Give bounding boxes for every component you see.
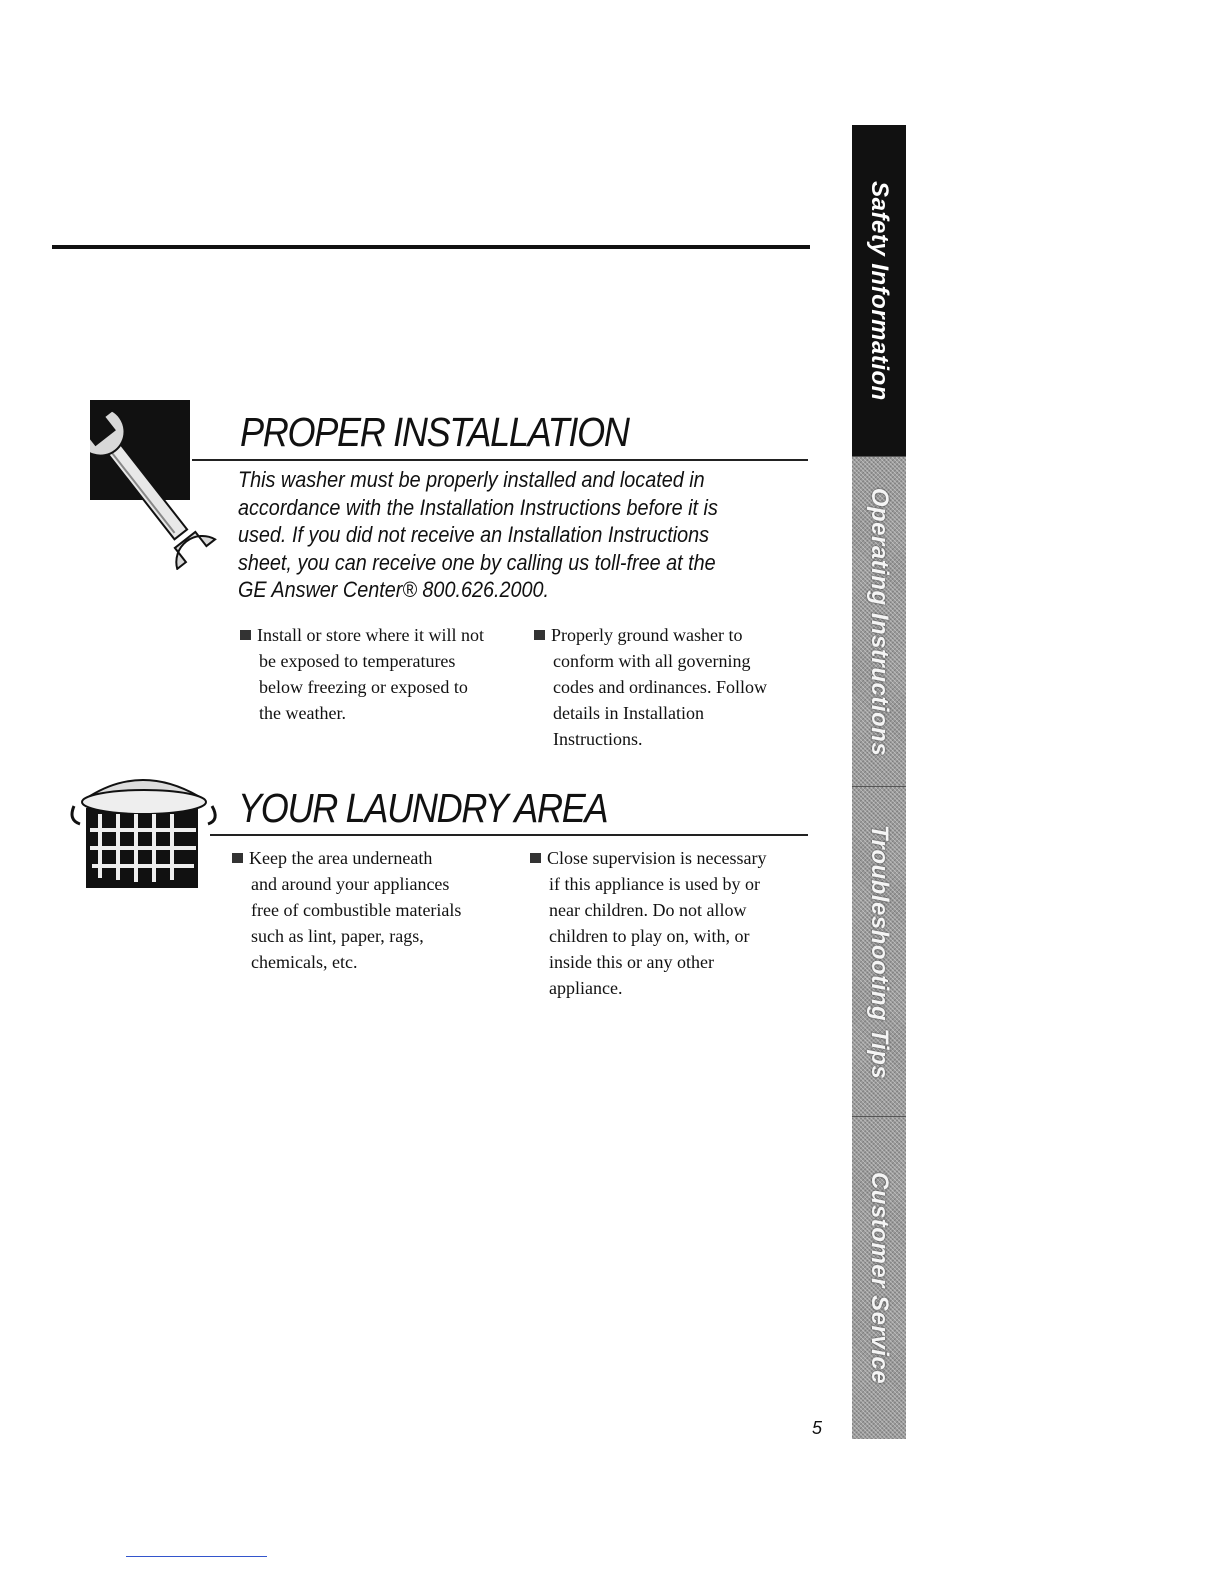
tab-troubleshooting-tips[interactable] xyxy=(852,786,906,1117)
bullet-line: appliance. xyxy=(549,978,623,998)
bullet-line: Keep the area underneath xyxy=(249,848,433,868)
bullet-line: the weather. xyxy=(259,703,346,723)
tab-safety-information[interactable] xyxy=(852,125,906,456)
bullet-line: conform with all governing xyxy=(553,651,751,671)
bullet-line: below freezing or exposed to xyxy=(259,677,468,697)
bullet-square-icon xyxy=(240,630,251,640)
bullet-line: Properly ground washer to xyxy=(551,625,743,645)
tab-label: Troubleshooting Tips xyxy=(866,824,894,1080)
bullet-square-icon xyxy=(530,853,541,863)
bullet-line: codes and ordinances. Follow xyxy=(553,677,767,697)
installation-bullet-1 xyxy=(240,622,520,726)
bullet-line: Close supervision is necessary xyxy=(547,848,767,868)
intro-line: GE Answer Center® 800.626.2000. xyxy=(238,577,550,602)
bullet-square-icon xyxy=(232,853,243,863)
bullet-line: inside this or any other xyxy=(549,952,714,972)
bullet-line: details in Installation xyxy=(553,703,704,723)
bullet-line: and around your appliances xyxy=(251,874,450,894)
tab-operating-instructions[interactable] xyxy=(852,456,906,787)
installation-bullet-2 xyxy=(534,622,814,752)
bullet-line: Instructions. xyxy=(553,729,643,749)
intro-line: used. If you did not receive an Installation Instructions xyxy=(238,522,710,547)
laundry-title: YOUR LAUNDRY AREA xyxy=(238,785,608,831)
bullet-square-icon xyxy=(534,630,545,640)
bullet-line: such as lint, paper, rags, xyxy=(251,926,424,946)
wrench-icon xyxy=(90,400,220,570)
bullet-line: near children. Do not allow xyxy=(549,900,747,920)
tab-label: Safety Information xyxy=(866,180,894,401)
laundry-basket-icon xyxy=(70,768,220,890)
installation-intro xyxy=(238,466,798,604)
installation-title: PROPER INSTALLATION xyxy=(240,409,629,455)
installation-rule xyxy=(192,459,808,461)
tab-customer-service[interactable] xyxy=(852,1116,906,1439)
laundry-bullet-1 xyxy=(232,845,512,975)
intro-line: accordance with the Installation Instructions before it is xyxy=(238,494,718,520)
tab-label: Customer Service xyxy=(866,1171,893,1385)
top-rule xyxy=(52,245,810,249)
tab-label: Operating Instructions xyxy=(866,487,894,757)
section-tabs xyxy=(852,125,906,1438)
bullet-line: if this appliance is used by or xyxy=(549,874,760,894)
bullet-line: be exposed to temperatures xyxy=(259,651,456,671)
bullet-line: children to play on, with, or xyxy=(549,926,750,946)
bullet-line: Install or store where it will not xyxy=(257,625,484,645)
laundry-bullet-2 xyxy=(530,845,820,1001)
laundry-rule xyxy=(210,834,808,836)
bottom-underline xyxy=(126,1556,267,1557)
intro-line: This washer must be properly installed and located in xyxy=(238,467,705,492)
bullet-line: chemicals, etc. xyxy=(251,952,358,972)
intro-line: sheet, you can receive one by calling us toll-free at the xyxy=(238,549,716,575)
page-number: 5 xyxy=(812,1418,823,1438)
bullet-line: free of combustible materials xyxy=(251,900,462,920)
